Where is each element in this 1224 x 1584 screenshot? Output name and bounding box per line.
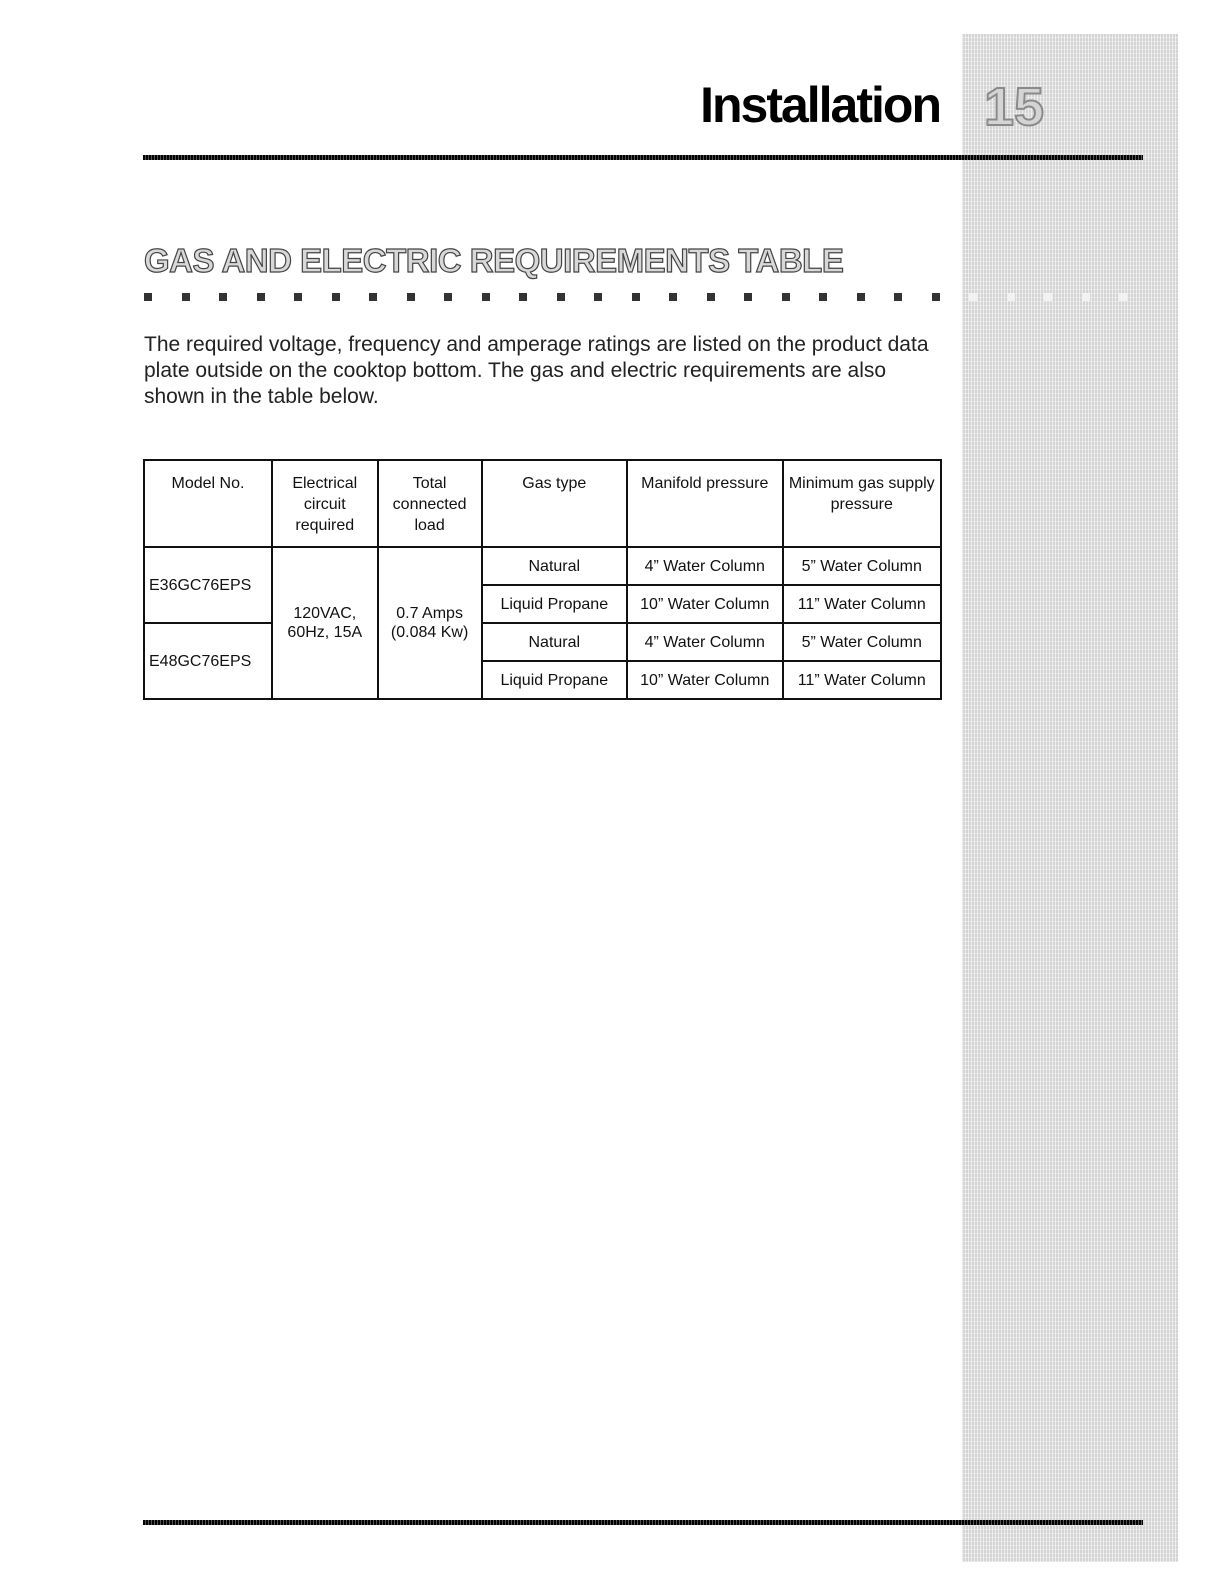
divider-dot [407,293,415,301]
divider-dot [219,293,227,301]
divider-dot [894,293,902,301]
table-row [144,547,941,585]
side-tab-band [962,34,1178,1562]
divider-dot [482,293,490,301]
divider-dot [519,293,527,301]
manifold-cell: 10” Water Column [627,585,782,623]
manifold-cell: 10” Water Column [627,661,782,699]
divider-dot [932,293,940,301]
gas-type-cell: Natural [482,623,628,661]
page-header-title: Installation [700,77,940,133]
divider-dot [707,293,715,301]
divider-dot [182,293,190,301]
intro-paragraph: The required voltage, frequency and amperage ratings are listed on the product data plate outside on the cooktop bottom. The gas and electric requirements are also shown in the table below. [144,333,929,408]
gas-type-cell: Natural [482,547,628,585]
model-cell: E36GC76EPS [144,547,272,623]
model-cell: E48GC76EPS [144,623,272,699]
divider-dot [744,293,752,301]
divider-dot [1082,293,1090,301]
header-gas-type: Gas type [482,460,628,547]
gas-type-cell: Liquid Propane [482,585,628,623]
divider-dot [782,293,790,301]
divider-dot [1044,293,1052,301]
supply-cell: 11” Water Column [783,585,942,623]
table-header-row [144,460,941,547]
divider-dot [594,293,602,301]
manifold-cell: 4” Water Column [627,623,782,661]
divider-dot [444,293,452,301]
dotted-divider [144,293,1144,303]
gas-type-cell: Liquid Propane [482,661,628,699]
supply-cell: 5” Water Column [783,547,942,585]
divider-dot [632,293,640,301]
requirements-table [143,459,942,700]
page-number: 15 [984,77,1045,137]
electrical-cell: 120VAC, 60Hz, 15A [272,547,378,699]
table-row [144,623,941,661]
header-model: Model No. [144,460,272,547]
load-cell: 0.7 Amps (0.084 Kw) [378,547,482,699]
header-manifold: Manifold pressure [627,460,782,547]
divider-dot [257,293,265,301]
footer-rule [143,1520,1143,1525]
header-supply: Minimum gas supply pressure [783,460,942,547]
divider-dot [1119,293,1127,301]
divider-dot [369,293,377,301]
supply-cell: 11” Water Column [783,661,942,699]
supply-cell: 5” Water Column [783,623,942,661]
section-title: GAS AND ELECTRIC REQUIREMENTS TABLE [144,242,844,279]
header-rule [143,155,1143,160]
divider-dot [144,293,152,301]
divider-dot [294,293,302,301]
divider-dot [1007,293,1015,301]
header-load: Total connected load [378,460,482,547]
divider-dot [819,293,827,301]
divider-dot [857,293,865,301]
divider-dot [669,293,677,301]
divider-dot [332,293,340,301]
manifold-cell: 4” Water Column [627,547,782,585]
divider-dot [557,293,565,301]
header-electrical: Electrical circuit required [272,460,378,547]
divider-dot [969,293,977,301]
